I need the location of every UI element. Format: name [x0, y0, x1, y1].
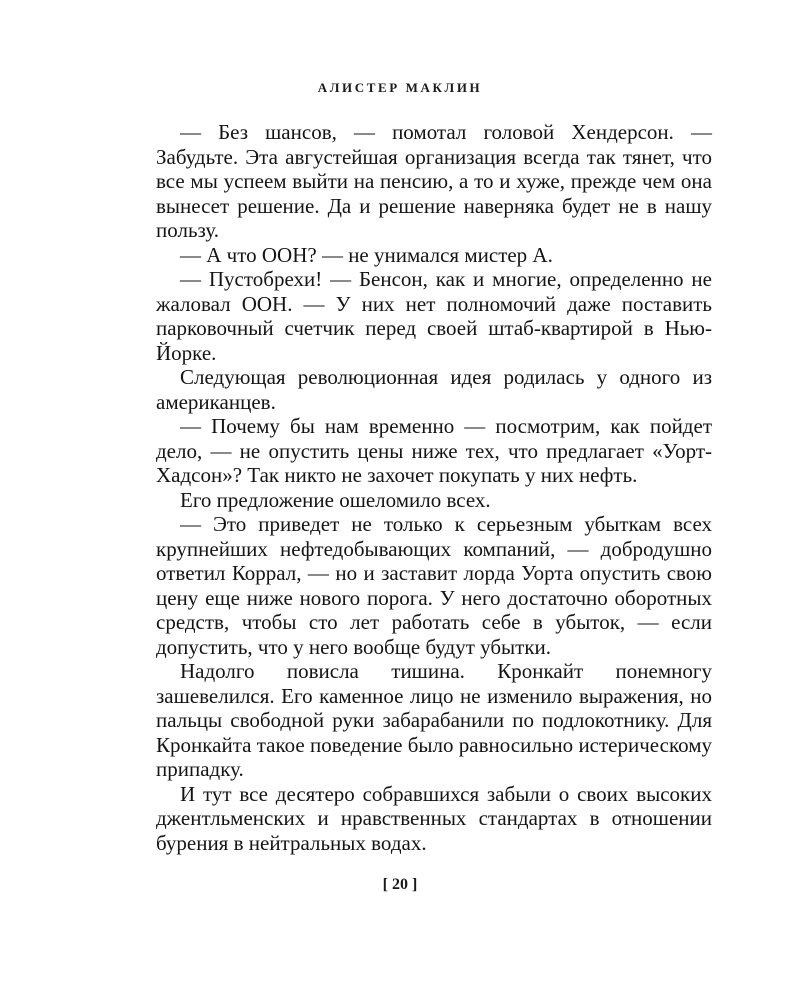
- page-number: [ 20 ]: [382, 876, 418, 893]
- body-text: [156, 120, 712, 855]
- paragraph: — А что ООН? — не унимался мистер А.: [180, 242, 553, 267]
- paragraph: Надолго повисла тишина. Кронкайт понемногу зашевелился. Его каменное лицо не изменило выражения, но пальцы свободной руки забарабанили по подлокотнику. Для Кронкайта такое поведение было равносильно истерическому припадку.: [156, 659, 712, 781]
- running-head-author: АЛИСТЕР МАКЛИН: [317, 80, 483, 95]
- paragraph: — Это приведет не только к серьезным убыткам всех крупнейших нефтедобывающих компаний, — добродушно ответил Коррал, — но и заставит лорда Уорта опустить свою цену еще ниже нового порога. У него достаточно оборотных средств, чтобы сто лет работать себе в убыток, — если допустить, что у него вообще будут убытки.: [156, 512, 712, 659]
- paragraph: И тут все десятеро собравшихся забыли о своих высоких джентльменских и нравственных стандартах в отношении бурения в нейтральных водах.: [156, 781, 712, 855]
- paragraph: Его предложение ошеломило всех.: [180, 487, 491, 512]
- paragraph: Следующая революционная идея родилась у одного из американцев.: [156, 365, 712, 414]
- paragraph: — Без шансов, — помотал головой Хендерсон. — Забудьте. Эта августейшая организация всегда так тянет, что все мы успеем выйти на пенсию, а то и хуже, прежде чем она вынесет решение. Да и решение наверняка будет не в нашу пользу.: [156, 120, 712, 242]
- paragraph: — Пустобрехи! — Бенсон, как и многие, определенно не жаловал ООН. — У них нет полномочий даже поставить парковочный счетчик перед своей штаб-квартирой в Нью-Йорке.: [156, 267, 712, 365]
- paragraph: — Почему бы нам временно — посмотрим, как пойдет дело, — не опустить цены ниже тех, что предлагает «Уорт-Хадсон»? Так никто не захочет покупать у них нефть.: [156, 414, 712, 487]
